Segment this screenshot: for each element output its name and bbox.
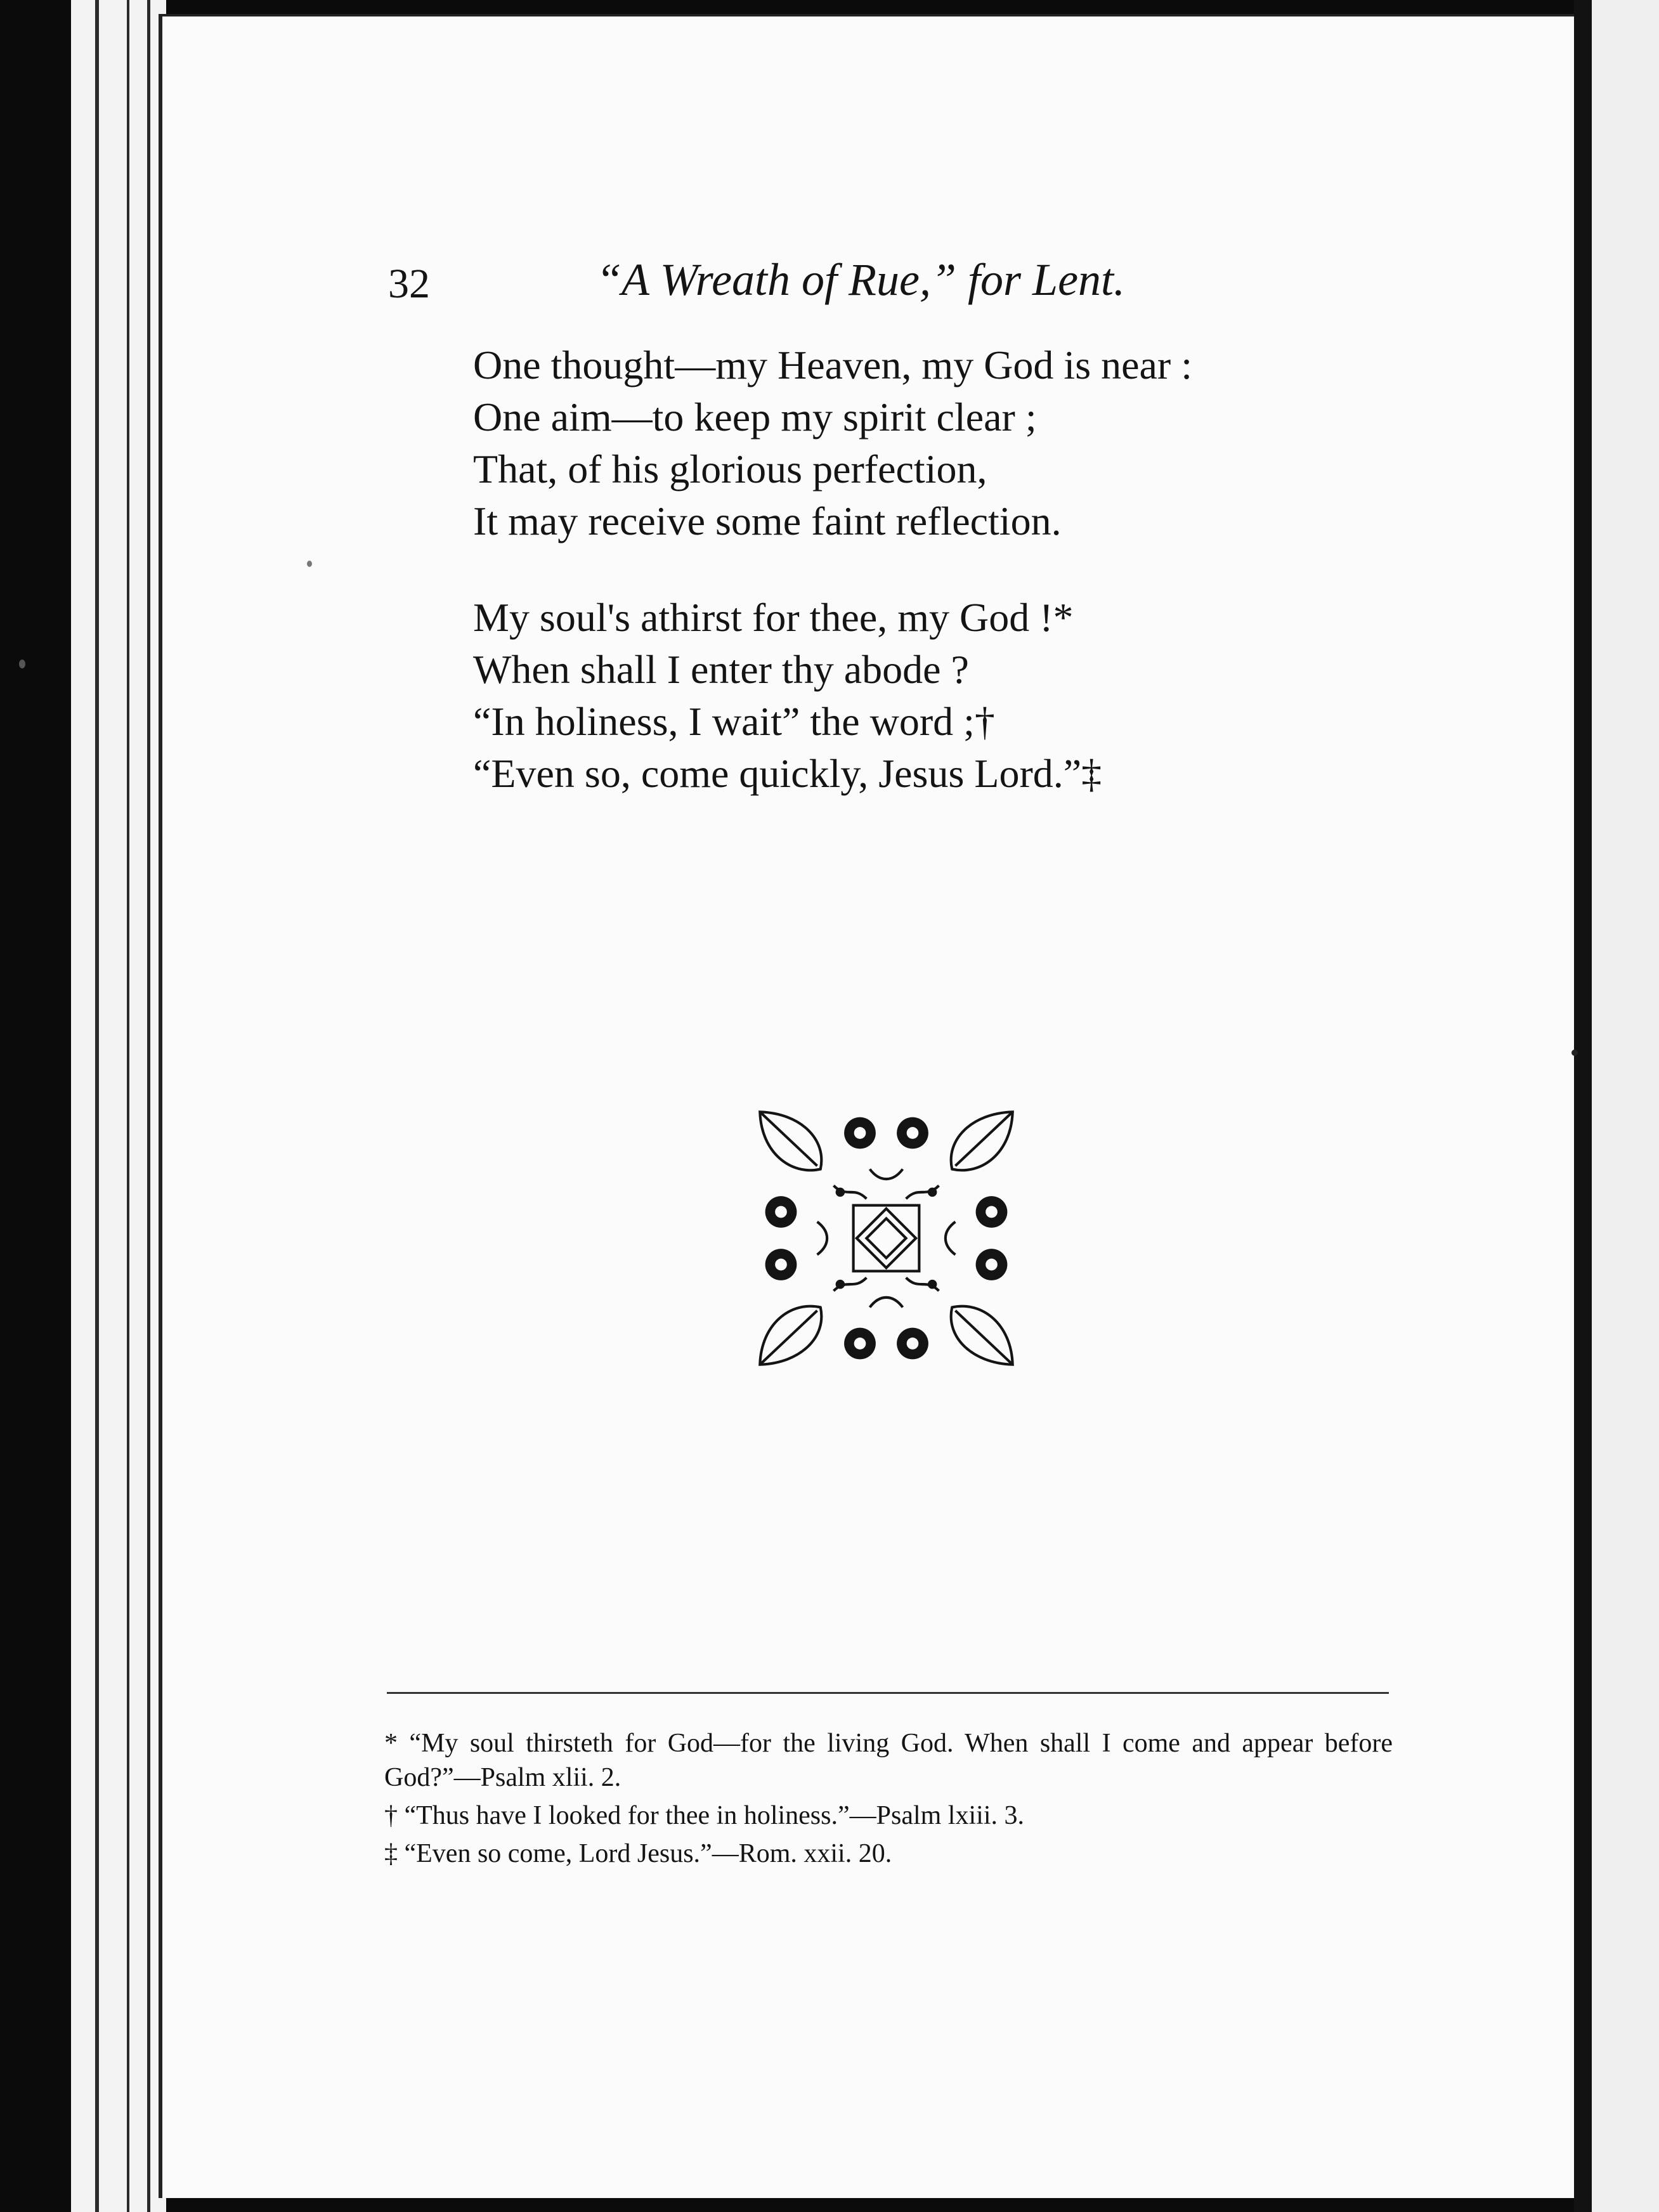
footnote: ‡ “Even so come, Lord Jesus.”—Rom. xxii. 20.: [384, 1839, 892, 1868]
poem-line: One aim—to keep my spirit clear ;: [473, 394, 1037, 439]
facing-page-edge: [1592, 0, 1659, 2212]
footnote: † “Thus have I looked for thee in holiness.”—Psalm lxiii. 3.: [384, 1801, 1024, 1830]
stanza: [473, 339, 1192, 547]
poem-line: One thought—my Heaven, my God is near :: [473, 342, 1192, 387]
left-page-edges: [71, 0, 166, 2212]
page-edge-line: [127, 0, 129, 2212]
running-title: “A Wreath of Rue,” for Lent.: [596, 254, 1126, 305]
poem-line: “Even so, come quickly, Jesus Lord.”‡: [473, 751, 1102, 796]
poem-line: My soul's athirst for thee, my God !*: [473, 595, 1074, 640]
binding-gutter: [1574, 0, 1592, 2212]
poem-line: That, of his glorious perfection,: [473, 446, 987, 491]
poem-line: It may receive some faint reflection.: [473, 498, 1062, 543]
page-number: 32: [388, 261, 430, 307]
scan-speck: [19, 660, 25, 668]
page-edge-line: [95, 0, 99, 2212]
scan-speck: [307, 561, 312, 567]
floral-square-ornament-icon: [755, 1107, 1018, 1370]
stanza: [473, 592, 1102, 800]
footnote: * “My soul thirsteth for God—for the living God. When shall I come and appear before God?”—Psalm xlii. 2.: [384, 1729, 1393, 1792]
poem-line: “In holiness, I wait” the word ;†: [473, 699, 995, 744]
scan-speck: [1571, 1050, 1578, 1056]
footnotes: [384, 1726, 1393, 1875]
page-edge-line: [147, 0, 150, 2212]
poem-line: When shall I enter thy abode ?: [473, 647, 969, 692]
footnote-rule: [387, 1692, 1389, 1694]
